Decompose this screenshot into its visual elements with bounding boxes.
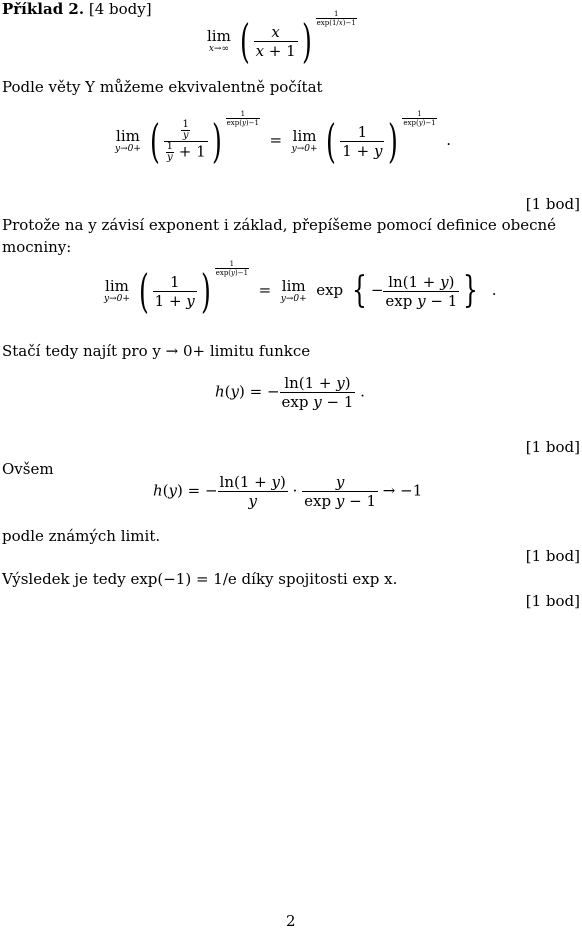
paragraph-known-limits: podle známých limit. bbox=[2, 527, 161, 545]
paragraph-rewrite-line2: mocniny: bbox=[2, 238, 72, 256]
problem-points: [4 body] bbox=[88, 0, 152, 18]
points-marker-3: [1 bod] bbox=[525, 547, 580, 565]
problem-heading bbox=[2, 0, 152, 19]
paragraph-result: Výsledek je tedy exp(−1) = 1/e díky spojitosti exp x. bbox=[2, 570, 398, 588]
formula-exp-rewrite: lim y→0+ ( $\frac{1}{1 + y}$ ) $\frac{1}{\exp(y)-1}$ = lim y→0+ exp { − $\frac{\ln(1 + y)}{\text{exp y − 1}}$ } . bbox=[104, 259, 497, 318]
points-marker-2: [1 bod] bbox=[525, 438, 580, 456]
points-marker-4: [1 bod] bbox=[525, 592, 580, 610]
formula-h-definition: h(y) = − $\frac{\ln(1 + y)}{\text{exp y − 1}}$ . bbox=[215, 374, 365, 411]
paragraph-find-limit: Stačí tedy najít pro y → 0+ limitu funkce bbox=[2, 342, 311, 360]
problem-label: Příklad 2. bbox=[2, 0, 85, 18]
paragraph-however: Ovšem bbox=[2, 460, 54, 478]
paragraph-rewrite-line1: Protože na y závisí exponent i základ, přepíšeme pomocí definice obecné bbox=[2, 216, 557, 234]
formula-limit-x: lim x→∞ ( $\frac{x}{x + 1}$ ) $\frac{1}{\exp(1/x)-1}$ bbox=[207, 9, 356, 68]
points-marker-1: [1 bod] bbox=[525, 195, 580, 213]
formula-substitution: lim y→0+ ( $\frac{1}{y}$ $\frac{1}{y}$ + 1 ) $\frac{1}{\exp(y)-1}$ = lim y→0+ ( $\frac{1}{1 + y}$ ) $\frac{1}{\exp(y)-1}$ . bbox=[115, 109, 452, 168]
page-number: 2 bbox=[286, 912, 296, 930]
formula-h-limit: h(y) = − $\frac{\ln(1 + y)}{y}$ · $\frac{y}{\text{exp y − 1}}$ → −1 bbox=[153, 473, 423, 510]
intro-text: Podle věty Y můžeme ekvivalentně počítat bbox=[2, 78, 323, 96]
